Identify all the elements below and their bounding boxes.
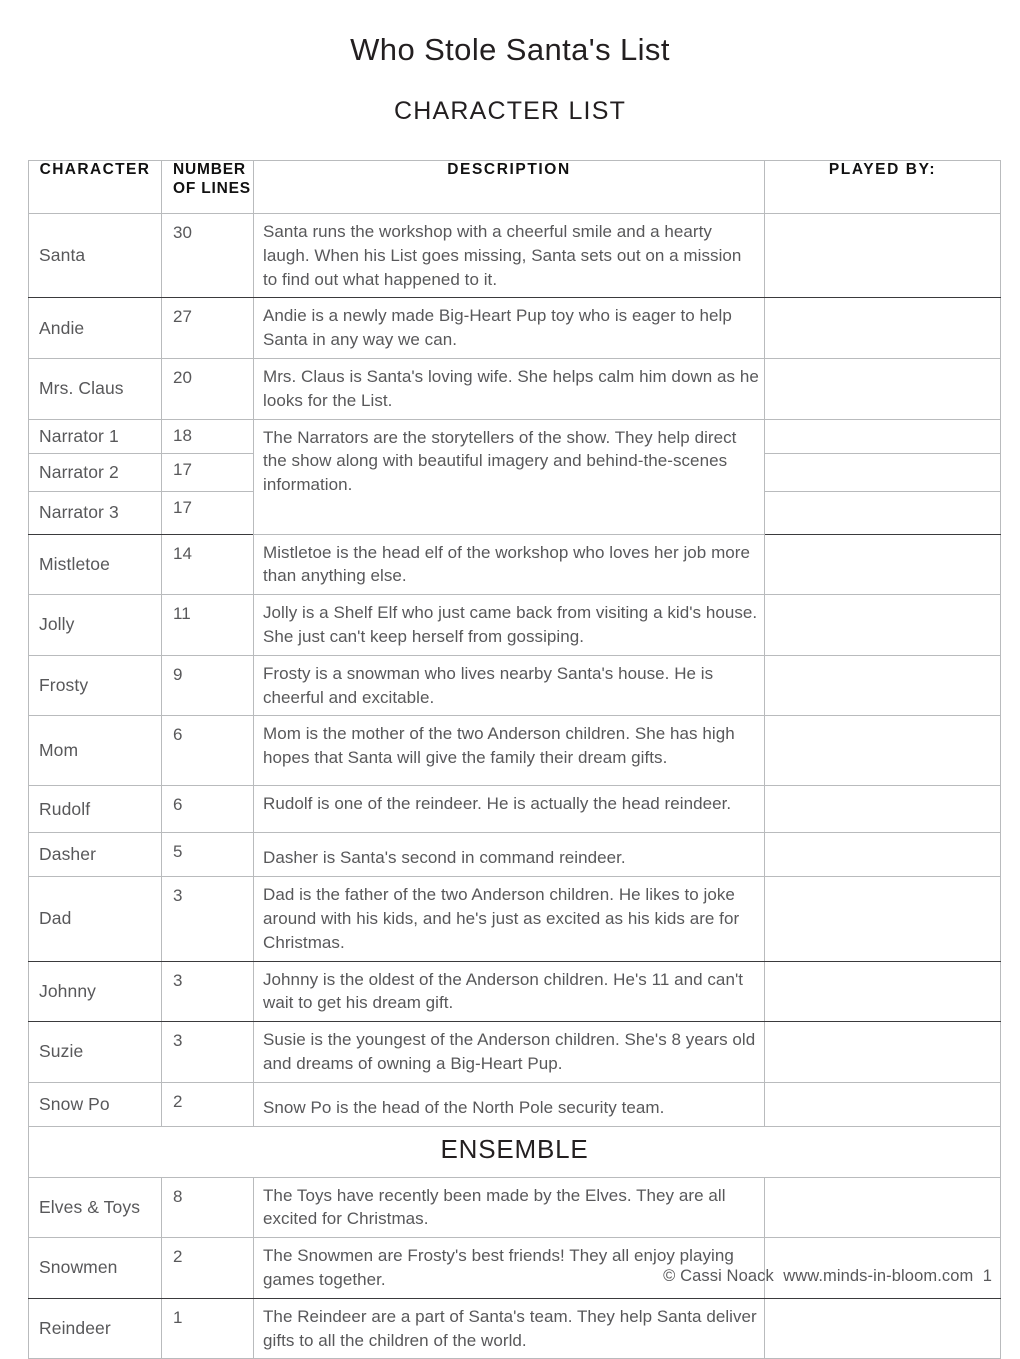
cell-played-by[interactable]	[765, 419, 1001, 453]
cell-played-by[interactable]	[765, 298, 1001, 359]
cell-played-by[interactable]	[765, 534, 1001, 595]
cell-number-of-lines: 11	[162, 595, 254, 656]
cell-description: The Reindeer are a part of Santa's team. They help Santa deliver gifts to all the children of the world.	[254, 1298, 765, 1359]
number-of-lines-line-2: OF LINES	[173, 179, 251, 197]
table-row	[29, 534, 1001, 595]
cell-played-by[interactable]	[765, 1022, 1001, 1083]
cell-played-by[interactable]	[765, 655, 1001, 716]
cell-number-of-lines: 27	[162, 298, 254, 359]
table-row	[29, 214, 1001, 298]
table-row	[29, 358, 1001, 419]
cell-played-by[interactable]	[765, 1082, 1001, 1126]
table-row	[29, 1022, 1001, 1083]
cell-character: Reindeer	[29, 1298, 162, 1359]
ensemble-heading: ENSEMBLE	[29, 1126, 1001, 1177]
table-row	[29, 877, 1001, 961]
cell-character: Mom	[29, 716, 162, 786]
cell-played-by[interactable]	[765, 833, 1001, 877]
cell-played-by[interactable]	[765, 1177, 1001, 1238]
cell-number-of-lines: 8	[162, 1177, 254, 1238]
cell-character: Narrator 3	[29, 491, 162, 534]
table-row	[29, 833, 1001, 877]
cell-description: Dasher is Santa's second in command reindeer.	[254, 833, 765, 877]
cell-number-of-lines: 17	[162, 491, 254, 534]
table-row	[29, 961, 1001, 1022]
cell-played-by[interactable]	[765, 716, 1001, 786]
table-row	[29, 786, 1001, 833]
cell-number-of-lines: 2	[162, 1238, 254, 1299]
cell-played-by[interactable]	[765, 1298, 1001, 1359]
cell-number-of-lines: 14	[162, 534, 254, 595]
table-row	[29, 419, 1001, 453]
cell-number-of-lines: 1	[162, 1298, 254, 1359]
page-title: Who Stole Santa's List	[350, 32, 670, 67]
cell-description: Susie is the youngest of the Anderson children. She's 8 years old and dreams of owning a Big-Heart Pup.	[254, 1022, 765, 1083]
cell-number-of-lines: 5	[162, 833, 254, 877]
column-header-character: CHARACTER	[29, 161, 162, 214]
cell-played-by[interactable]	[765, 595, 1001, 656]
cell-character: Frosty	[29, 655, 162, 716]
cell-description: Jolly is a Shelf Elf who just came back from visiting a kid's house. She just can't keep herself from gossiping.	[254, 595, 765, 656]
cell-character: Jolly	[29, 595, 162, 656]
cell-number-of-lines: 3	[162, 961, 254, 1022]
cell-number-of-lines: 6	[162, 716, 254, 786]
cell-played-by[interactable]	[765, 961, 1001, 1022]
cell-number-of-lines: 2	[162, 1082, 254, 1126]
cell-played-by[interactable]	[765, 786, 1001, 833]
cell-description: Mrs. Claus is Santa's loving wife. She helps calm him down as he looks for the List.	[254, 358, 765, 419]
cell-description: Rudolf is one of the reindeer. He is actually the head reindeer.	[254, 786, 765, 833]
column-header-description: DESCRIPTION	[254, 161, 765, 214]
cell-character: Dasher	[29, 833, 162, 877]
cell-character: Narrator 1	[29, 419, 162, 453]
cell-number-of-lines: 17	[162, 453, 254, 491]
table-body	[29, 214, 1001, 1359]
cell-description: Dad is the father of the two Anderson children. He likes to joke around with his kids, and he's just as excited as his kids are for Christmas.	[254, 877, 765, 961]
character-list-table	[28, 160, 1001, 1359]
cell-character: Suzie	[29, 1022, 162, 1083]
table-row	[29, 1082, 1001, 1126]
cell-description: Snow Po is the head of the North Pole security team.	[254, 1082, 765, 1126]
column-header-number-of-lines	[162, 161, 254, 214]
cell-character: Rudolf	[29, 786, 162, 833]
cell-character: Narrator 2	[29, 453, 162, 491]
cell-played-by[interactable]	[765, 358, 1001, 419]
cell-character: Snow Po	[29, 1082, 162, 1126]
cell-description: Frosty is a snowman who lives nearby Santa's house. He is cheerful and excitable.	[254, 655, 765, 716]
number-of-lines-line-1: NUMBER	[173, 161, 246, 178]
table-row	[29, 298, 1001, 359]
cell-number-of-lines: 18	[162, 419, 254, 453]
cell-number-of-lines: 3	[162, 877, 254, 961]
cell-character: Snowmen	[29, 1238, 162, 1299]
cell-character: Mrs. Claus	[29, 358, 162, 419]
cell-number-of-lines: 3	[162, 1022, 254, 1083]
cell-number-of-lines: 30	[162, 214, 254, 298]
table-header	[29, 161, 1001, 214]
cell-description-narrators: The Narrators are the storytellers of the show. They help direct the show along with beautiful imagery and behind-the-scenes information.	[254, 419, 765, 534]
ensemble-heading-row	[29, 1126, 1001, 1177]
cell-number-of-lines: 6	[162, 786, 254, 833]
page-subtitle: CHARACTER LIST	[393, 97, 627, 125]
cell-description: The Snowmen are Frosty's best friends! They all enjoy playing games together.	[254, 1238, 765, 1299]
cell-character: Mistletoe	[29, 534, 162, 595]
table-row	[29, 655, 1001, 716]
cell-description: Andie is a newly made Big-Heart Pup toy who is eager to help Santa in any way we can.	[254, 298, 765, 359]
cell-number-of-lines: 9	[162, 655, 254, 716]
cell-description: Mistletoe is the head elf of the workshop who loves her job more than anything else.	[254, 534, 765, 595]
table-row	[29, 716, 1001, 786]
cell-played-by[interactable]	[765, 453, 1001, 491]
table-row	[29, 1177, 1001, 1238]
cell-description: Mom is the mother of the two Anderson children. She has high hopes that Santa will give the family their dream gifts.	[254, 716, 765, 786]
cell-description: Johnny is the oldest of the Anderson children. He's 11 and can't wait to get his dream gift.	[254, 961, 765, 1022]
cell-character: Andie	[29, 298, 162, 359]
header-row	[29, 161, 1001, 214]
cell-character: Dad	[29, 877, 162, 961]
cell-description: The Toys have recently been made by the Elves. They are all excited for Christmas.	[254, 1177, 765, 1238]
cell-played-by[interactable]	[765, 491, 1001, 534]
cell-description: Santa runs the workshop with a cheerful smile and a hearty laugh. When his List goes missing, Santa sets out on a mission to find out what happened to it.	[254, 214, 765, 298]
cell-character: Elves & Toys	[29, 1177, 162, 1238]
column-header-played-by: PLAYED BY:	[765, 161, 1001, 214]
footer-credit: © Cassi Noack www.minds-in-bloom.com 1	[663, 1267, 992, 1285]
cell-number-of-lines: 20	[162, 358, 254, 419]
cell-played-by[interactable]	[765, 877, 1001, 961]
cell-character: Johnny	[29, 961, 162, 1022]
table-row	[29, 595, 1001, 656]
table-row	[29, 1298, 1001, 1359]
cell-played-by[interactable]	[765, 214, 1001, 298]
cell-character: Santa	[29, 214, 162, 298]
